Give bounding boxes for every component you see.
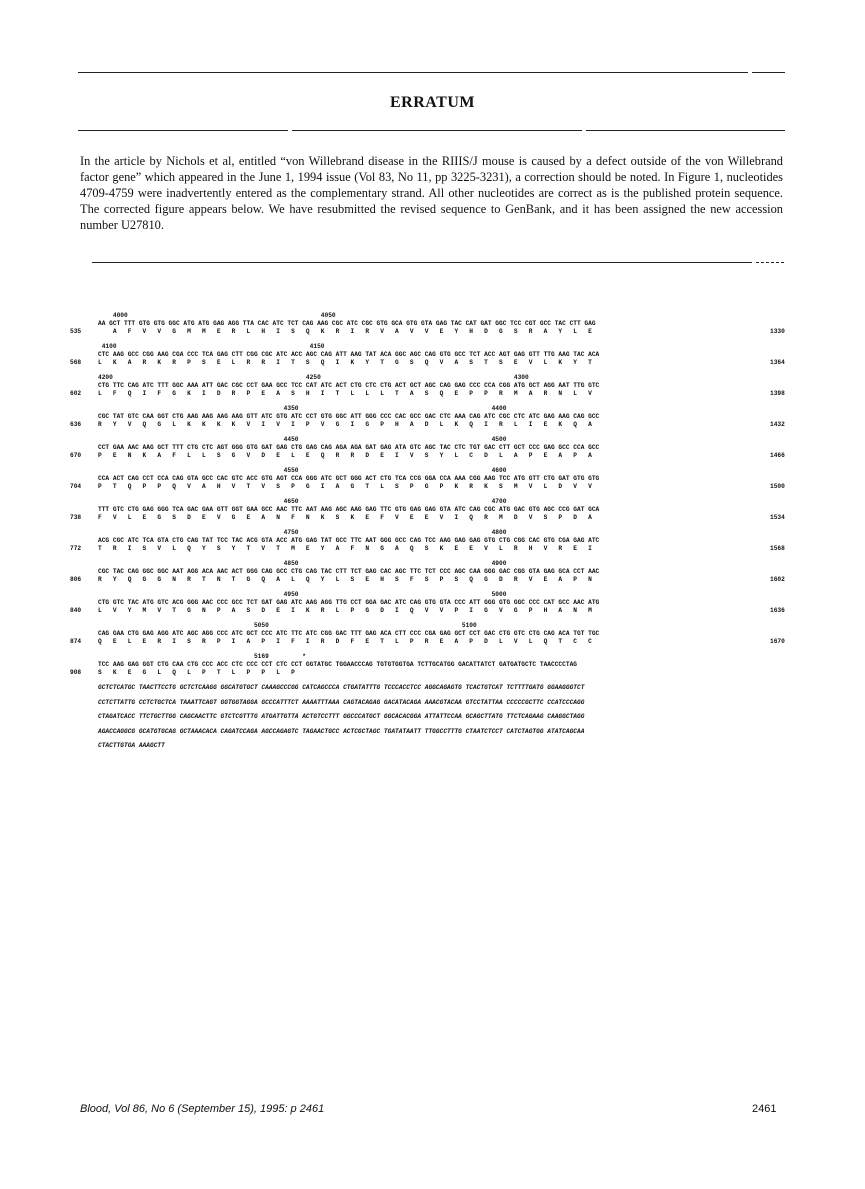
nucleotide-line: CCT GAA AAC AAG GCT TTT CTG CTC AGT GGG GTG GAT GAG CTG GAG CAG AGA AGA GAT GAG ATA GTC AGC TAC CTC TGT GAC CTT GCT CCC GAG GCC CCA GCC [98,444,600,451]
position-markers: 4450 4500 [98,436,507,443]
sequence-figure [70,312,790,757]
right-nucleotide-number: 1602 [770,576,785,583]
sequence-block [70,498,790,522]
aminoacid-line: 602 L F Q I F G K I D R P E A S H I T L L L T A S Q E P P R M A R N L V 1398 [70,390,785,397]
journal-citation: Blood, Vol 86, No 6 (September 15), 1995: p 2461 [80,1103,325,1115]
title-rule-right [586,130,785,131]
left-residue-number: 535 [70,328,82,335]
position-markers: 5050 5100 [98,622,477,629]
sequence-block [70,436,790,460]
nucleotide-line: CCA ACT CAG CCT CCA CAG GTA GCC CAC GTC ACC GTG AGT CCA GGG ATC GCT GGG ACT CTG TCA CCG GGA CCA AAA CGG AAG TCC ATG GTT CTG GAT GTG GTG [98,475,600,482]
right-nucleotide-number: 1398 [770,390,785,397]
aminoacid-line: 840 L V Y M V T G N P A S D E I K R L P G D I Q V V P I G V G P H A N M 1636 [70,607,785,614]
right-nucleotide-number: 1670 [770,638,785,645]
aminoacid-line: 738 F V L E G S D E V G E A N F N K S K E F V E E V I Q R M D V S P D A 1534 [70,514,785,521]
position-markers: 4550 4600 [98,467,507,474]
title-rule-mid [292,130,582,131]
left-residue-number: 806 [70,576,82,583]
position-markers: 4750 4800 [98,529,507,536]
aminoacid-line: 670 P E N K A F L L S G V D E L E Q R R D E I V S Y L C D L A P E A P A 1466 [70,452,785,459]
nucleotide-line: CGC TAC CAG GGC GGC AAT AGG ACA AAC ACT GGG CAG GCC CTG CAG TAC CTT TCT GAG CAC AGC TTC TCT CCC AGC CAA GGG GAC CGG GTA GAG GCA CCT AAC [98,568,600,575]
right-nucleotide-number: 1500 [770,483,785,490]
top-rule-right [752,72,785,73]
intron-line: GCTCTCATGC TAACTTCCTG GCTCTCAAGG GGCATGTGCT CAAAGCCCGG CATCAGCCCA CTGATATTTG TCCCACCTCC AGGCAGAGTG TCACTGTCAT TCTTTTGATG GGAAGGGTCT [98,684,585,691]
nucleotide-line: AA GCT TTT GTG GTG GGC ATG ATG GAG AGG TTA CAC ATC TCT CAG AAG CGC ATC CGC GTG GCA GTG GTA GAG TAC CAT GAT GGC TCC CGT GCC TAC CTT GAG [98,320,596,327]
left-residue-number: 636 [70,421,82,428]
sequence-block [70,312,790,336]
intron-line: CTACTTGTGA AAAGCTT [98,742,165,749]
intron-sequence [70,684,790,750]
position-markers: 4100 4150 [98,343,325,350]
left-residue-number: 908 [70,669,82,676]
sequence-block [70,653,790,677]
right-nucleotide-number: 1364 [770,359,785,366]
sequence-block [70,467,790,491]
right-nucleotide-number: 1466 [770,452,785,459]
intron-line: CCTCTTATTG CCTCTGCTCA TAAATTCAGT GGTGGTAGGA GCCCATTTCT AAAATTTAAA CAGTACAGAG GACATACAGA AAACGTACAA GTCCTATTAA CCCCCGCTTC CCATCCCAGG [98,698,585,706]
right-nucleotide-number: 1636 [770,607,785,614]
sequence-block [70,622,790,646]
erratum-paragraph: In the article by Nichols et al, entitled “von Willebrand disease in the RIIIS/J mouse is caused by a defect outside of the von Willebrand factor gene” which appeared in the June 1, 1994 issue (Vol 83, No 11, pp 3225-3231), a correction should be noted. In Figure 1, nucleotides 4709-4759 were inadvertently entered as the complementary strand. All other nucleotides are correct as is the published protein sequence. The corrected figure appears below. We have resubmitted the revised sequence to GenBank, and it has been assigned the new accession number U27810. [80,154,783,232]
aminoacid-line: 874 Q E L E R I S R P I A P I F I R D F E T L P R E A P D L V L Q T C C 1670 [70,638,785,645]
position-markers: 4850 4900 [98,560,507,567]
intron-line: AGACCAGGCG GCATGTGCAG GCTAAACACA CAGATCCAGA AGCCAGAGTC TAGAACTGCC ACTCGCTAGC TGATATAATT TTGGCCTTTG CTAATCTCCT CATCTAGTGG ATATCAGCAA [98,727,585,735]
aminoacid-line: 806 R Y Q G G N R T N T G Q A L Q Y L S E H S F S P S Q G D R V E A P N 1602 [70,576,785,583]
nucleotide-line: CTC AAG GCC CGG AAG CGA CCC TCA GAG CTT CGG CGC ATC ACC AGC CAG ATT AAG TAT ACA GGC AGC CAG GTG GCC TCT ACC AGT GAG GTT TTG AAG TAC ACA [98,351,600,358]
position-markers: 5169 * [98,653,306,660]
position-markers: 4950 5000 [98,591,507,598]
top-rule-left [78,72,748,73]
nucleotide-line: ACG CGC ATC TCA GTA CTG CAG TAT TCC TAC ACG GTA ACC ATG GAG TAT GCC TTC AAT GGG GCC CAG TCC AAG GAG GAG GTG CTG CGG CAC GTG CGA GAG ATC [98,537,600,544]
left-residue-number: 874 [70,638,82,645]
right-nucleotide-number: 1330 [770,328,785,335]
left-residue-number: 840 [70,607,82,614]
nucleotide-line: CTG GTC TAC ATG GTC ACG GGG AAC CCC GCC TCT GAT GAG ATC AAG AGG TTG CCT GGA GAC ATC CAG GTG GTA CCC ATT GGG GTG GGC CCC CAT GCC AAC ATG [98,599,600,606]
left-residue-number: 738 [70,514,82,521]
aminoacid-line: 636 R Y V Q G L K K K K V I V I P V G I G P H A D L K Q I R L I E K Q A 1432 [70,421,785,428]
sequence-block [70,560,790,584]
nucleotide-line: TTT GTC CTG GAG GGG TCA GAC GAA GTT GGT GAA GCC AAC TTC AAT AAG AGC AAG GAG TTC GTG GAG GAG GTA ATC CAG CGC ATG GAC GTG AGC CCG GAT GCA [98,506,600,513]
left-residue-number: 670 [70,452,82,459]
sequence-block [70,405,790,429]
position-markers: 4200 4250 4300 [98,374,529,381]
sequence-block [70,374,790,398]
aminoacid-line: 568 L K A R K R P S E L R R I T S Q I K Y T G S Q V A S T S E V L K Y T 1364 [70,359,785,366]
nucleotide-line: CTG TTC CAG ATC TTT GGC AAA ATT GAC CGC CCT GAA GCC TCC CAT ATC ACT CTG CTC CTG ACT GCT AGC CAG GAG CCC CCA CGG ATG GCT AGG AAT TTG GTC [98,382,600,389]
nucleotide-line: CAG GAA CTG GAG AGG ATC AGC AGG CCC ATC GCT CCC ATC TTC ATC CGG GAC TTT GAG ACA CTT CCC CGA GAG GCT CCT GAC CTG GTC CTG CAG ACA TGT TGC [98,630,600,637]
page-number: 2461 [752,1103,777,1115]
nucleotide-line: TCC AAG GAG GGT CTG CAA CTG CCC ACC CTC CCC CCT CTC CCT GGTATGC TGGAACCCAG TGTGTGGTGA TCTTGCATGG GACATTATCT GATGATGCTC TAACCCCTAG [98,661,577,668]
sequence-block [70,591,790,615]
sequence-blocks [70,312,790,677]
left-residue-number: 704 [70,483,82,490]
right-nucleotide-number: 1534 [770,514,785,521]
page-title: ERRATUM [390,94,475,111]
right-nucleotide-number: 1568 [770,545,785,552]
left-residue-number: 602 [70,390,82,397]
nucleotide-line: CGC TAT GTC CAA GGT CTG AAG AAG AAG AAG GTT ATC GTG ATC CCT GTG GGC ATT GGG CCC CAC GCC GAC CTC AAA CAG ATC CGC CTC ATC GAG AAG CAG GCC [98,413,600,420]
aminoacid-line: 704 P T Q P P Q V A H V T V S P G I A G T L S P G P K R K S M V L D V V 1500 [70,483,785,490]
intron-line: CTAGATCACC TTCTGCTTGG CAGCAACTTC GTCTCGTTTG ATGATTGTTA ACTGTCCTTT GGCCCATGCT GGCACACGGA ATTATTCCAA GCAGCTTATG TTCTCAGAAG CAAGGCTAGG [98,713,585,720]
aminoacid-line: 535 A F V V G M M E R L H I S Q K R I R V A V V E Y H D G S R A Y L E 1330 [70,328,785,335]
mid-rule [92,262,752,263]
position-markers: 4650 4700 [98,498,507,505]
sequence-block [70,343,790,367]
position-markers: 4350 4400 [98,405,507,412]
aminoacid-line: 772 T R I S V L Q Y S Y T V T M E Y A F N G A Q S K E E V L R H V R E I 1568 [70,545,785,552]
position-markers: 4000 4050 [98,312,336,319]
right-nucleotide-number: 1432 [770,421,785,428]
mid-rule-right [756,262,784,263]
title-rule-left [78,130,288,131]
aminoacid-line: 908 S K E G L Q L P T L P P L P [70,669,295,676]
left-residue-number: 568 [70,359,82,366]
sequence-block [70,529,790,553]
left-residue-number: 772 [70,545,82,552]
